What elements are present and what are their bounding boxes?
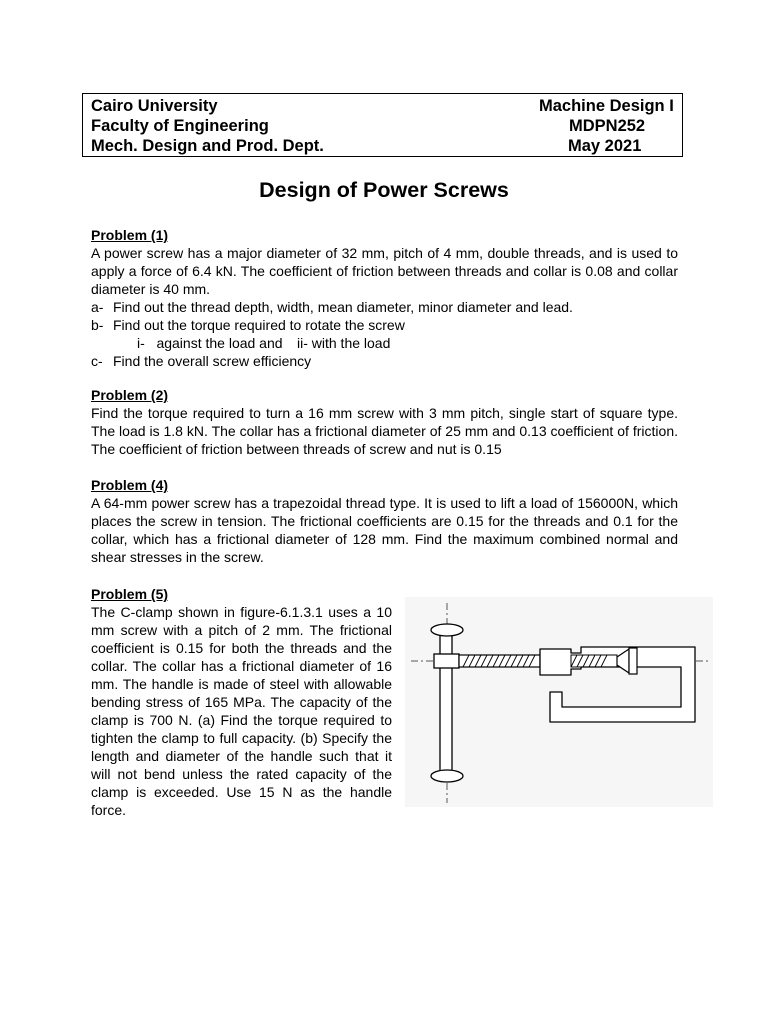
- c-clamp-figure: [405, 597, 713, 807]
- page-title: Design of Power Screws: [259, 178, 509, 202]
- problem-heading: Problem (2): [91, 387, 169, 403]
- university-name: Cairo University: [91, 97, 218, 115]
- list-marker: b-: [91, 317, 104, 333]
- list-item-text: Find out the thread depth, width, mean diameter, minor diameter and lead.: [113, 299, 573, 315]
- problem-heading: Problem (1): [91, 227, 169, 243]
- list-item: [91, 316, 678, 334]
- problem-5: [91, 585, 392, 819]
- header-box: [82, 93, 683, 157]
- problem-text: A 64-mm power screw has a trapezoidal thread type. It is used to lift a load of 156000N, which places the screw in tension. The frictional coefficients are 0.15 for the threads and 0.1 for the collar, which has a frictional diameter of 128 mm. Find the maximum combined normal and shear stresses in the screw.: [91, 495, 678, 565]
- list-marker: c-: [91, 353, 103, 369]
- department-name: Mech. Design and Prod. Dept.: [91, 137, 324, 155]
- course-code: MDPN252: [569, 117, 646, 135]
- sub-item: ii- with the load: [297, 335, 391, 351]
- list-item: [91, 298, 678, 316]
- sub-item: i- against the load and: [137, 335, 283, 351]
- screw-head: [434, 654, 459, 668]
- problem-heading: Problem (5): [91, 586, 169, 602]
- list-item-text: Find the overall screw efficiency: [113, 353, 312, 369]
- sub-list: [91, 334, 678, 352]
- list-item: [91, 352, 678, 370]
- problem-2: [91, 386, 678, 458]
- swivel-pad: [629, 648, 637, 674]
- problem-heading: Problem (4): [91, 477, 169, 493]
- list-item-text: Find out the torque required to rotate the screw: [113, 317, 405, 333]
- problem-text: Find the torque required to turn a 16 mm screw with 3 mm pitch, single start of square type. The load is 1.8 kN. The collar has a frictional diameter of 25 mm and 0.13 coefficient of friction. The coefficient of friction between threads of screw and nut is 0.15: [91, 405, 678, 457]
- problem-text: A power screw has a major diameter of 32 mm, pitch of 4 mm, double threads, and is used to apply a force of 6.4 kN. The coefficient of friction between threads and collar is 0.08 and collar diameter is 40 mm.: [91, 245, 678, 297]
- document-date: May 2021: [568, 137, 642, 155]
- handle-knob-bottom: [431, 770, 463, 782]
- handle-bar: [440, 630, 452, 776]
- handle-knob-top: [431, 624, 463, 636]
- list-marker: a-: [91, 299, 104, 315]
- faculty-name: Faculty of Engineering: [91, 117, 269, 135]
- problem-text: The C-clamp shown in figure-6.1.3.1 uses a 10 mm screw with a pitch of 2 mm. The frictional coefficient is 0.15 for both the threads and the collar. The collar has a frictional diameter of 16 mm. The handle is made of steel with allowable bending stress of 165 MPa. The capacity of the clamp is 700 N. (a) Find the torque required to tighten the clamp to full capacity. (b) Specify the length and diameter of the handle such that it will not bend unless the rated capacity of the clamp is exceeded. Use 15 N as the handle force.: [91, 604, 392, 818]
- course-name: Machine Design I: [539, 97, 674, 115]
- problem-1: [91, 226, 678, 370]
- c-clamp-drawing: [405, 597, 713, 807]
- problem-4: [91, 476, 678, 566]
